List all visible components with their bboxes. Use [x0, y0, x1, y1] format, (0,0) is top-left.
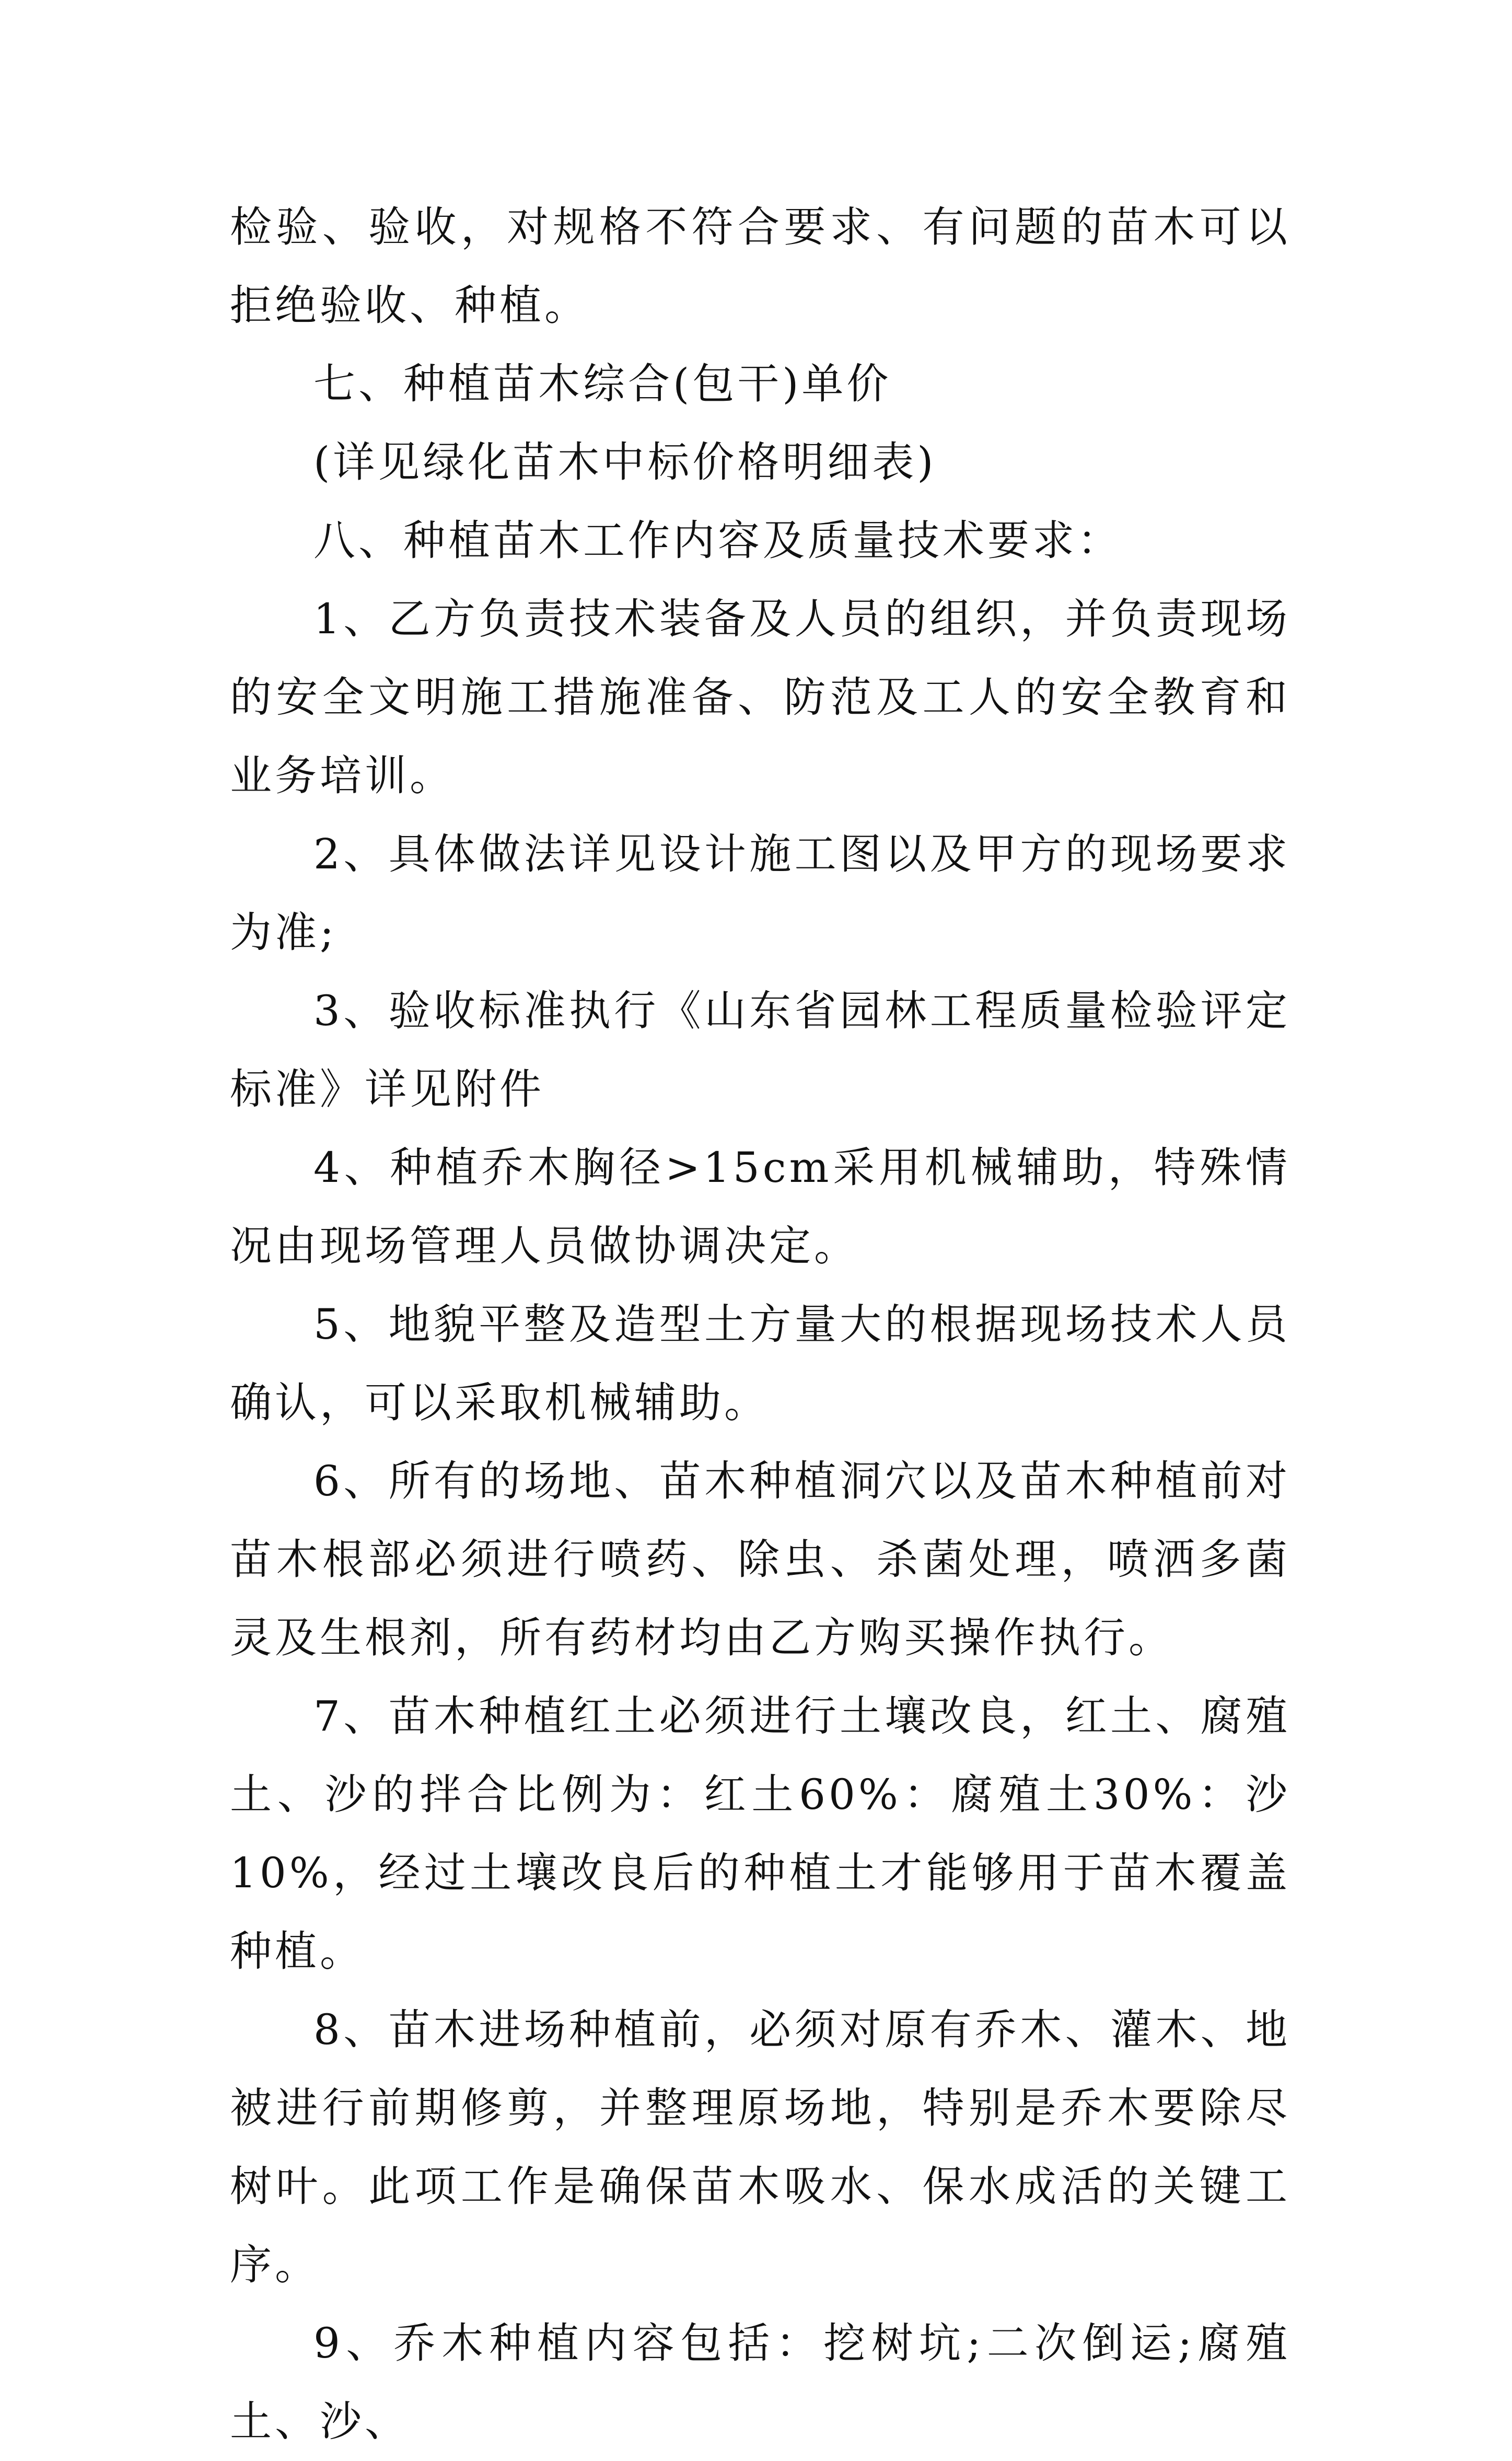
- document-body: [230, 188, 1290, 2461]
- list-item-4: 4、种植乔木胸径>15cm采用机械辅助，特殊情况由现场管理人员做协调决定。: [230, 1143, 1290, 1270]
- list-item-7: 7、苗木种植红土必须进行土壤改良，红土、腐殖土、沙的拌合比例为：红土60%：腐殖土30%：沙10%，经过土壤改良后的种植土才能够用于苗木覆盖种植。: [230, 1692, 1290, 1976]
- list-item-3: 3、验收标准执行《山东省园林工程质量检验评定标准》详见附件: [230, 986, 1290, 1113]
- list-item-8: 8、苗木进场种植前，必须对原有乔木、灌木、地被进行前期修剪，并整理原场地，特别是乔木要除尽树叶。此项工作是确保苗木吸水、保水成活的关键工序。: [230, 2005, 1290, 2289]
- list-item-2: 2、具体做法详见设计施工图以及甲方的现场要求为准;: [230, 830, 1290, 957]
- paragraph-price-reference: (详见绿化苗木中标价格明细表): [313, 438, 937, 486]
- list-item-5: 5、地貌平整及造型土方量大的根据现场技术人员确认，可以采取机械辅助。: [230, 1300, 1290, 1427]
- list-item-1: 1、乙方负责技术装备及人员的组织，并负责现场的安全文明施工措施准备、防范及工人的安全教育和业务培训。: [230, 595, 1290, 800]
- heading-section-7: 七、种植苗木综合(包干)单价: [313, 359, 892, 408]
- paragraph-inspection-continuation: 检验、验收，对规格不符合要求、有问题的苗木可以拒绝验收、种植。: [230, 203, 1290, 330]
- heading-section-8: 八、种植苗木工作内容及质量技术要求：: [313, 516, 1122, 565]
- list-item-9: 9、乔木种植内容包括：挖树坑;二次倒运;腐殖土、沙、: [230, 2319, 1290, 2446]
- list-item-6: 6、所有的场地、苗木种植洞穴以及苗木种植前对苗木根部必须进行喷药、除虫、杀菌处理，喷洒多菌灵及生根剂，所有药材均由乙方购买操作执行。: [230, 1457, 1290, 1662]
